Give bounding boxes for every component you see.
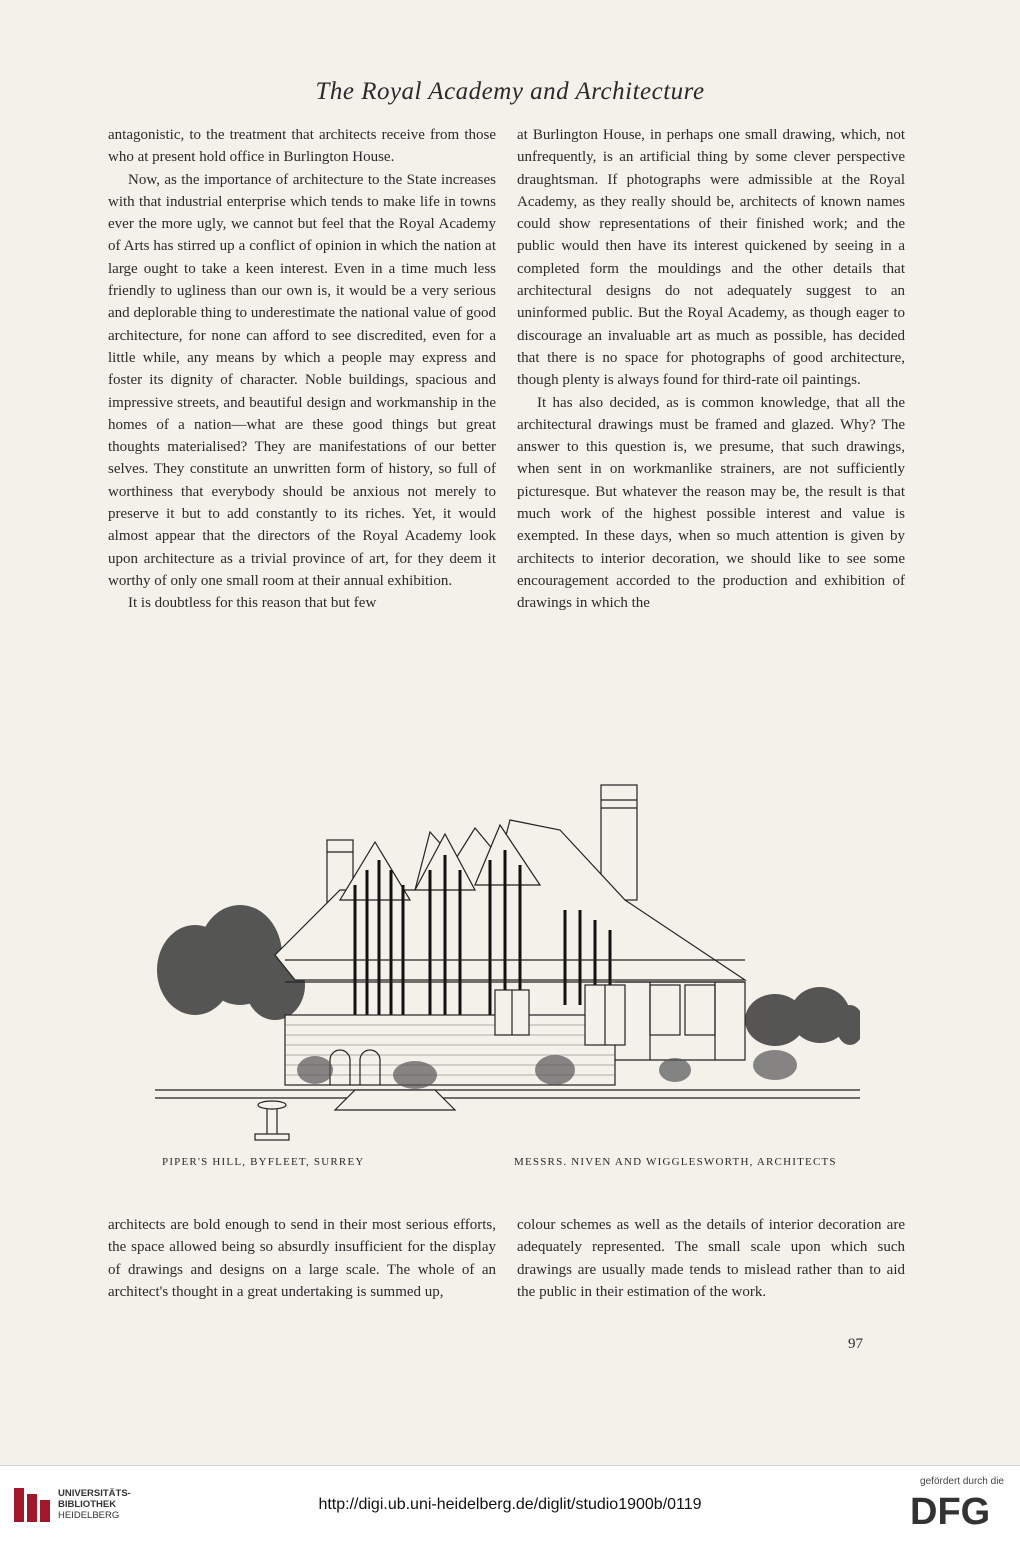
library-name-line: UNIVERSITÄTS- <box>58 1488 131 1499</box>
figure-caption-location: PIPER'S HILL, BYFLEET, SURREY <box>162 1156 365 1168</box>
library-name-line: BIBLIOTHEK <box>58 1499 117 1510</box>
paragraph: It has also decided, as is common knowledge, that all the architectural drawings must be framed and glazed. Why? The answer to this question is, we presume, that such drawings, when sent in on workmanlike strainers, are not sufficiently picturesque. But whatever the reason may be, the result is that much work of the highest possible interest and value is exempted. In these days, when so much attention is given by architects to interior decoration, we should like to see some encouragement accorded to the production and exhibition of drawings in which the <box>517 394 905 612</box>
svg-text:DFG: DFG <box>910 1491 991 1530</box>
text-column-top-right <box>517 124 905 615</box>
permalink-url[interactable]: http://digi.ub.uni-heidelberg.de/diglit/studio1900b/0119 <box>318 1496 702 1513</box>
footer-bar <box>0 1465 1020 1546</box>
house-illustration <box>155 770 860 1150</box>
paragraph: Now, as the importance of architecture to the State increases with that industrial enterprise which tends to make life in towns ever the more ugly, we cannot but feel that the Royal Academy of Arts has stirred up a conflict of opinion in which the nation at large ought to take a keen interest. Even in a time much less friendly to ugliness than our own is, it would be a very serious and deplorable thing to underestimate the national value of good architecture, for none can afford to see discredited, even for a little while, any means by which a people may express and foster its dignity of character. Noble buildings, spacious and impressive streets, and beautiful design and workmanship in the homes of a nation—what are these good things but great thoughts materialised? They are manifestations of our better selves. They constitute an unwritten form of history, so full of worthiness that everybody should be anxious not merely to preserve it but to add constantly to its riches. Yet, it would almost appear that the directors of the Royal Academy look upon architecture as a trivial province of art, for they deem it worthy of only one small room at their annual exhibition. <box>108 171 496 589</box>
paragraph: It is doubtless for this reason that but few <box>128 595 377 612</box>
paragraph: at Burlington House, in perhaps one small drawing, which, not unfrequently, is an artificial thing by some clever perspective draughtsman. If photographs were admissible at the Royal Academy, as they really should be, architects of known names could show representations of their finished work; and the public would then have its interest quickened by seeing in a completed form the mouldings and the other details that architectural designs do not adequately suggest to an uninformed public. But the Royal Academy, as though eager to discourage an invaluable art as much as possible, has decided that there is no space for photographs of good architecture, though plenty is always found for third-rate oil paintings. <box>517 127 905 389</box>
figure-caption-architects: MESSRS. NIVEN AND WIGGLESWORTH, ARCHITECTS <box>514 1156 837 1168</box>
paragraph: antagonistic, to the treatment that architects receive from those who at present hold office in Burlington House. <box>108 127 496 166</box>
library-name-line: HEIDELBERG <box>58 1510 120 1521</box>
text-column-bottom-left <box>108 1214 496 1303</box>
paragraph: colour schemes as well as the details of interior decoration are adequately represented. The small scale upon which such drawings are usually made tends to mislead rather than to aid the public in their estimation of the work. <box>517 1217 905 1300</box>
paragraph: architects are bold enough to send in their most serious efforts, the space allowed being so absurdly insufficient for the display of drawings and designs on a large scale. The whole of an architect's thought in a great undertaking is summed up, <box>108 1217 496 1300</box>
funder-label: gefördert durch die <box>920 1476 1004 1487</box>
page-number: 97 <box>848 1336 863 1352</box>
page-title: The Royal Academy and Architecture <box>315 78 705 105</box>
text-column-bottom-right <box>517 1214 905 1303</box>
dfg-logo-icon <box>910 1490 1006 1530</box>
text-column-top-left <box>108 124 496 615</box>
